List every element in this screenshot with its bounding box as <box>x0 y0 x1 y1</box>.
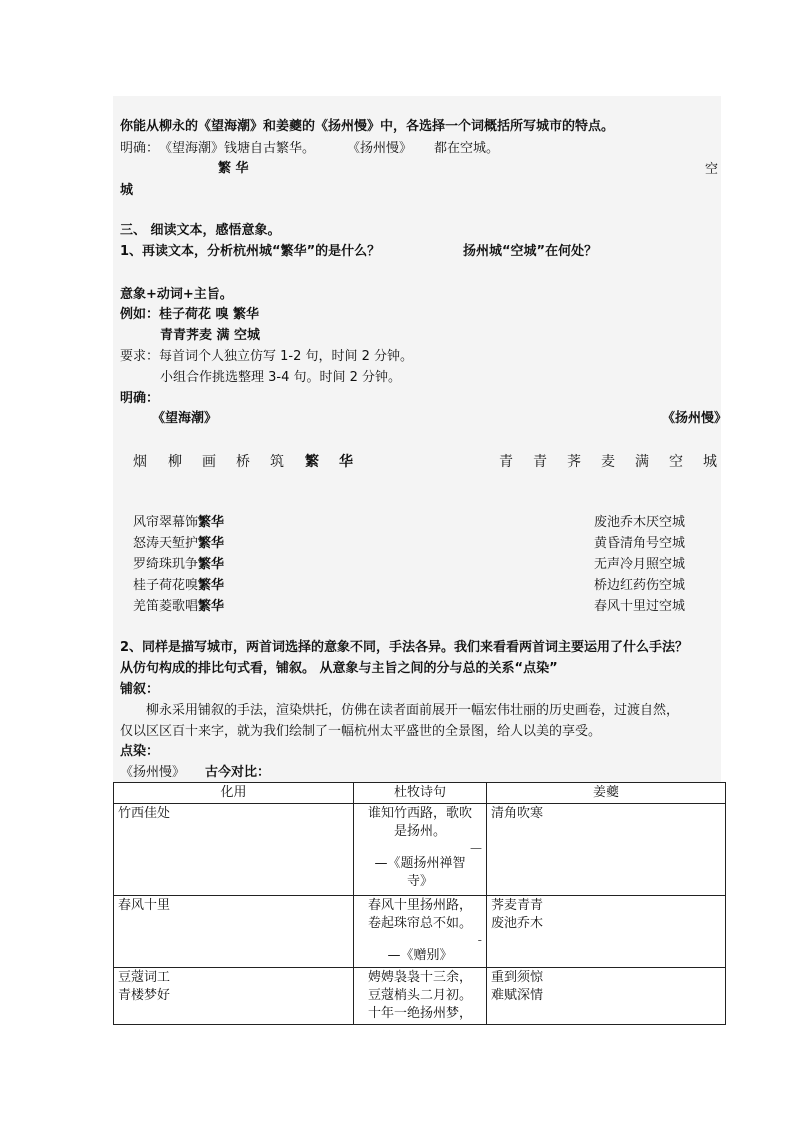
cell-line: 竹西佳处 <box>118 806 171 821</box>
clear-label: 明确： <box>120 391 160 406</box>
line-prefix: 罗绮珠玑争 <box>133 557 199 572</box>
header-cell: 杜牧诗句 <box>354 783 487 804</box>
question2-line-1: 2、同样是描写城市，两首词选择的意象不同，手法各异。我们来看看两首词主要运用了什么手法？ <box>120 640 689 655</box>
imitation-line-left <box>133 535 224 553</box>
imitation-line-right: 春风十里过空城 <box>594 599 686 614</box>
word-fanhua: 繁 华 <box>218 161 249 176</box>
table-header-row <box>114 783 726 804</box>
table-cell <box>487 968 726 1025</box>
char: 荠 <box>567 454 581 470</box>
poem-title-left: 《望海潮》 <box>152 411 218 426</box>
line-prefix: 桂子荷花嗅 <box>133 578 199 593</box>
cell-line: 卷起珠帘总不如。 <box>367 916 472 931</box>
imitation-line-right: 废池乔木厌空城 <box>594 515 686 530</box>
line-prefix: 羌笛菱歌唱 <box>133 599 199 614</box>
compare-label: 古今对比： <box>205 765 271 780</box>
line-key: 繁华 <box>198 515 225 530</box>
char: 筑 <box>270 454 284 470</box>
table-cell <box>354 968 487 1025</box>
cell-line: 十年一绝扬州梦， <box>367 1006 472 1021</box>
cell-dash: — <box>470 841 482 855</box>
table-cell <box>487 804 726 896</box>
cell-source: 寺》 <box>406 874 433 889</box>
cell-line: 豆蔻梢头二月初。 <box>367 988 472 1003</box>
char: 满 <box>635 454 649 470</box>
dianran-label: 点染： <box>120 744 160 759</box>
word-cheng: 城 <box>120 183 134 198</box>
line-prefix: 怒涛天堑护 <box>133 536 199 551</box>
poem-title-right: 《扬州慢》 <box>662 411 728 426</box>
table-cell <box>354 896 487 968</box>
section3-heading: 三、 细读文本，感悟意象。 <box>120 223 281 238</box>
intro-question: 你能从柳永的《望海潮》和姜夔的《扬州慢》中，各选择一个词概括所写城市的特点。 <box>120 119 615 134</box>
compare-title: 《扬州慢》 <box>120 765 186 780</box>
example-line-2: 青青荠麦 满 空城 <box>160 328 261 343</box>
imitation-line-left <box>133 577 224 595</box>
answer-label: 明确： <box>120 141 160 156</box>
char: 华 <box>339 454 353 470</box>
header-cell: 姜夔 <box>487 783 726 804</box>
question1-part-a: 1、再读文本，分析杭州城“繁华”的是什么？ <box>120 244 381 259</box>
table-cell <box>354 804 487 896</box>
puxu-text-1: 柳永采用铺叙的手法，渲染烘托，仿佛在读者面前展开一幅宏伟壮丽的历史画卷，过渡自然， <box>146 703 680 718</box>
imitation-line-right: 桥边红药伤空城 <box>594 578 686 593</box>
header-cell: 化用 <box>114 783 354 804</box>
char: 柳 <box>168 454 182 470</box>
table-cell <box>114 804 354 896</box>
answer-part3: 都在空城。 <box>434 141 500 156</box>
cell-line: 废池乔木 <box>491 916 544 931</box>
imitation-line-left <box>133 556 224 574</box>
char: 青 <box>533 454 547 470</box>
cell-line: 难赋深情 <box>491 988 544 1003</box>
cell-line: 谁知竹西路，歌吹 <box>367 806 472 821</box>
cell-source: —《题扬州禅智 <box>374 856 466 871</box>
line-key: 繁华 <box>198 578 225 593</box>
char: 城 <box>703 454 717 470</box>
table-row <box>114 804 726 896</box>
char: 青 <box>499 454 513 470</box>
cell-line: 青楼梦好 <box>118 988 171 1003</box>
imitation-line-right: 黄昏清角号空城 <box>594 536 686 551</box>
puxu-text-2: 仅以区区百十来字，就为我们绘制了一幅杭州太平盛世的全景图，给人以美的享受。 <box>120 724 602 739</box>
cell-dash: - <box>477 933 482 947</box>
table-row <box>114 968 726 1025</box>
line-key: 繁华 <box>198 599 225 614</box>
table-row <box>114 896 726 968</box>
table-cell <box>114 896 354 968</box>
answer-part1: 《望海潮》钱塘自古繁华。 <box>159 141 316 156</box>
requirement-line-2: 小组合作挑选整理 3-4 句。时间 2 分钟。 <box>160 370 402 385</box>
table-cell <box>487 896 726 968</box>
line-key: 繁华 <box>198 536 225 551</box>
cell-line: 春风十里 <box>118 898 171 913</box>
imitation-line-left <box>133 514 224 532</box>
line-prefix: 风帘翠幕饰 <box>133 515 199 530</box>
cell-line: 清角吹寒 <box>491 806 544 821</box>
char: 空 <box>669 454 683 470</box>
puxu-label: 铺叙： <box>120 682 160 697</box>
example-line-1: 例如：桂子荷花 嗅 繁华 <box>120 307 260 322</box>
imitation-line-right: 无声冷月照空城 <box>594 557 686 572</box>
question2-line-2: 从仿句构成的排比句式看，铺叙。 从意象与主旨之间的分与总的关系“点染” <box>120 661 558 676</box>
char: 画 <box>202 454 216 470</box>
char: 烟 <box>133 454 147 470</box>
char: 桥 <box>236 454 250 470</box>
cell-source: —《赠别》 <box>387 948 453 963</box>
question1-part-b: 扬州城“空城”在何处？ <box>463 244 598 259</box>
comparison-table <box>113 782 726 1025</box>
cell-line: 春风十里扬州路， <box>367 898 472 913</box>
char: 麦 <box>601 454 615 470</box>
requirement-line-1: 要求：每首词个人独立仿写 1-2 句，时间 2 分钟。 <box>120 349 414 364</box>
cell-line: 荠麦青青 <box>491 898 544 913</box>
cell-line: 是扬州。 <box>393 824 446 839</box>
cell-line: 娉娉袅袅十三余， <box>367 970 472 985</box>
word-kong: 空 <box>705 162 719 177</box>
answer-part2: 《扬州慢》 <box>347 141 413 156</box>
table-cell <box>114 968 354 1025</box>
cell-line: 豆蔻词工 <box>118 970 171 985</box>
imitation-line-left <box>133 598 224 616</box>
line-key: 繁华 <box>198 557 225 572</box>
cell-line: 重到须惊 <box>491 970 544 985</box>
text-highlight-block <box>113 96 721 782</box>
char: 繁 <box>305 454 319 470</box>
formula-text: 意象+动词+主旨。 <box>120 287 233 302</box>
